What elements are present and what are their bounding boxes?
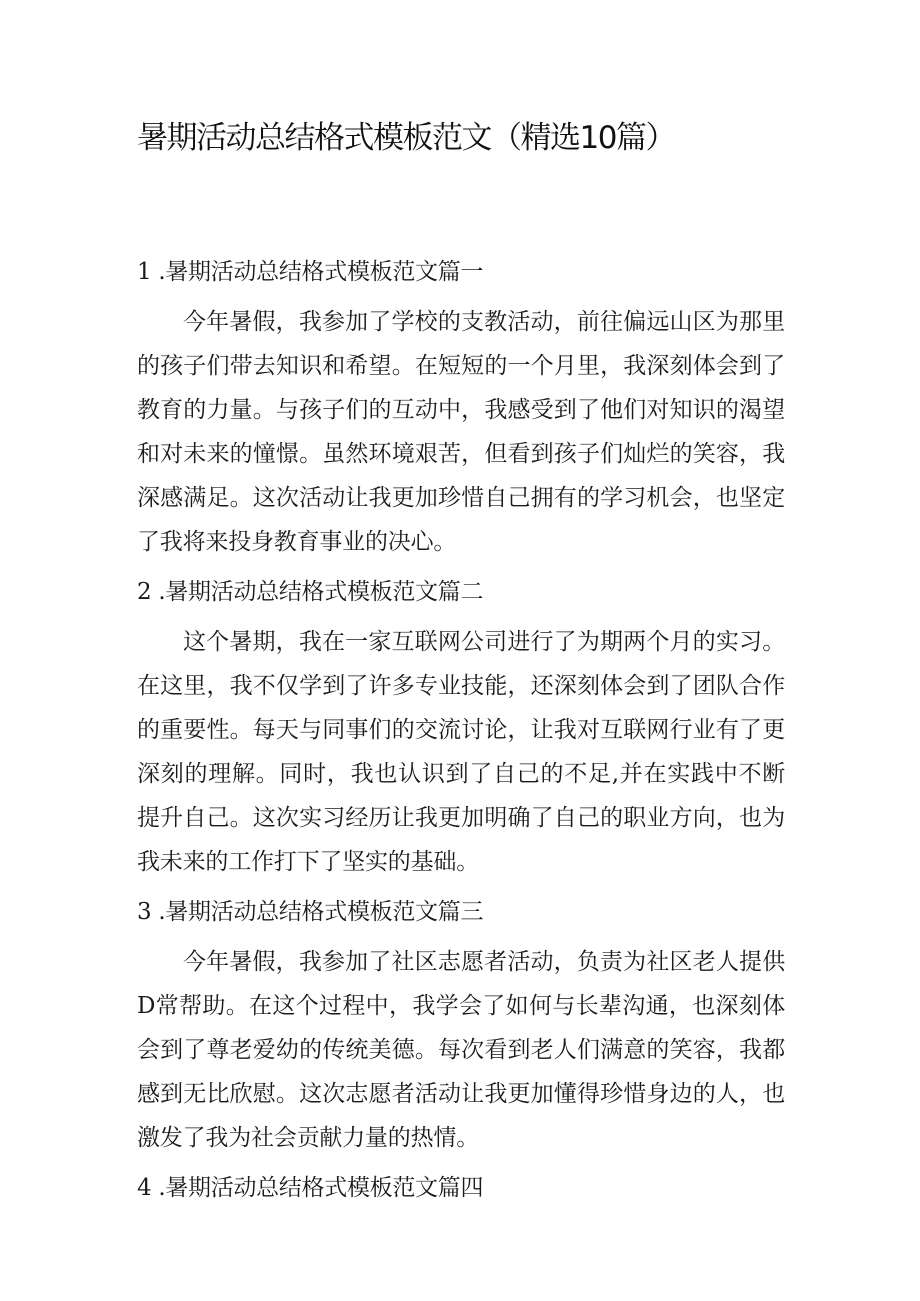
paragraph-line: 了我将来投身教育事业的决心。 — [137, 529, 457, 555]
paragraph-line: 今年暑假，我参加了学校的支教活动，前往偏远山区为那里 — [183, 309, 785, 335]
section-paragraph — [137, 620, 785, 884]
paragraph-line: 深刻的理解。同时，我也认识到了自己的不足,并在实践中不断 — [137, 761, 785, 787]
paragraph-line: 在这里，我不仅学到了许多专业技能，还深刻体会到了团队合作 — [137, 673, 785, 699]
paragraph-line: 提升自己。这次实习经历让我更加明确了自己的职业方向，也为 — [137, 805, 785, 831]
section-paragraph — [137, 940, 785, 1160]
section-heading: 3 .暑期活动总结格式模板范文篇三 — [137, 899, 484, 925]
paragraph-line: D常帮助。在这个过程中，我学会了如何与长辈沟通，也深刻体 — [137, 993, 785, 1019]
document-title: 暑期活动总结格式模板范文（精选10篇） — [137, 120, 675, 156]
paragraph-line: 激发了我为社会贡献力量的热情。 — [137, 1125, 480, 1151]
paragraph-line: 的孩子们带去知识和希望。在短短的一个月里，我深刻体会到了 — [137, 353, 785, 379]
paragraph-line: 会到了尊老爱幼的传统美德。每次看到老人们满意的笑容，我都 — [137, 1037, 785, 1063]
paragraph-line: 教育的力量。与孩子们的互动中，我感受到了他们对知识的渴望 — [137, 397, 785, 423]
paragraph-line: 的重要性。每天与同事们的交流讨论，让我对互联网行业有了更 — [137, 717, 785, 743]
section-heading: 1 .暑期活动总结格式模板范文篇一 — [137, 259, 484, 285]
paragraph-line: 这个暑期，我在一家互联网公司进行了为期两个月的实习。 — [183, 629, 785, 655]
paragraph-line: 我未来的工作打下了坚实的基础。 — [137, 849, 480, 875]
paragraph-line: 今年暑假，我参加了社区志愿者活动，负责为社区老人提供 — [183, 949, 785, 975]
paragraph-line: 和对未来的憧憬。虽然环境艰苦，但看到孩子们灿烂的笑容，我 — [137, 441, 785, 467]
section-heading: 2 .暑期活动总结格式模板范文篇二 — [137, 579, 484, 605]
paragraph-line: 深感满足。这次活动让我更加珍惜自己拥有的学习机会，也坚定 — [137, 485, 785, 511]
document-body — [137, 250, 785, 1216]
section-paragraph — [137, 300, 785, 564]
section-heading: 4 .暑期活动总结格式模板范文篇四 — [137, 1175, 484, 1201]
paragraph-line: 感到无比欣慰。这次志愿者活动让我更加懂得珍惜身边的人，也 — [137, 1081, 785, 1107]
